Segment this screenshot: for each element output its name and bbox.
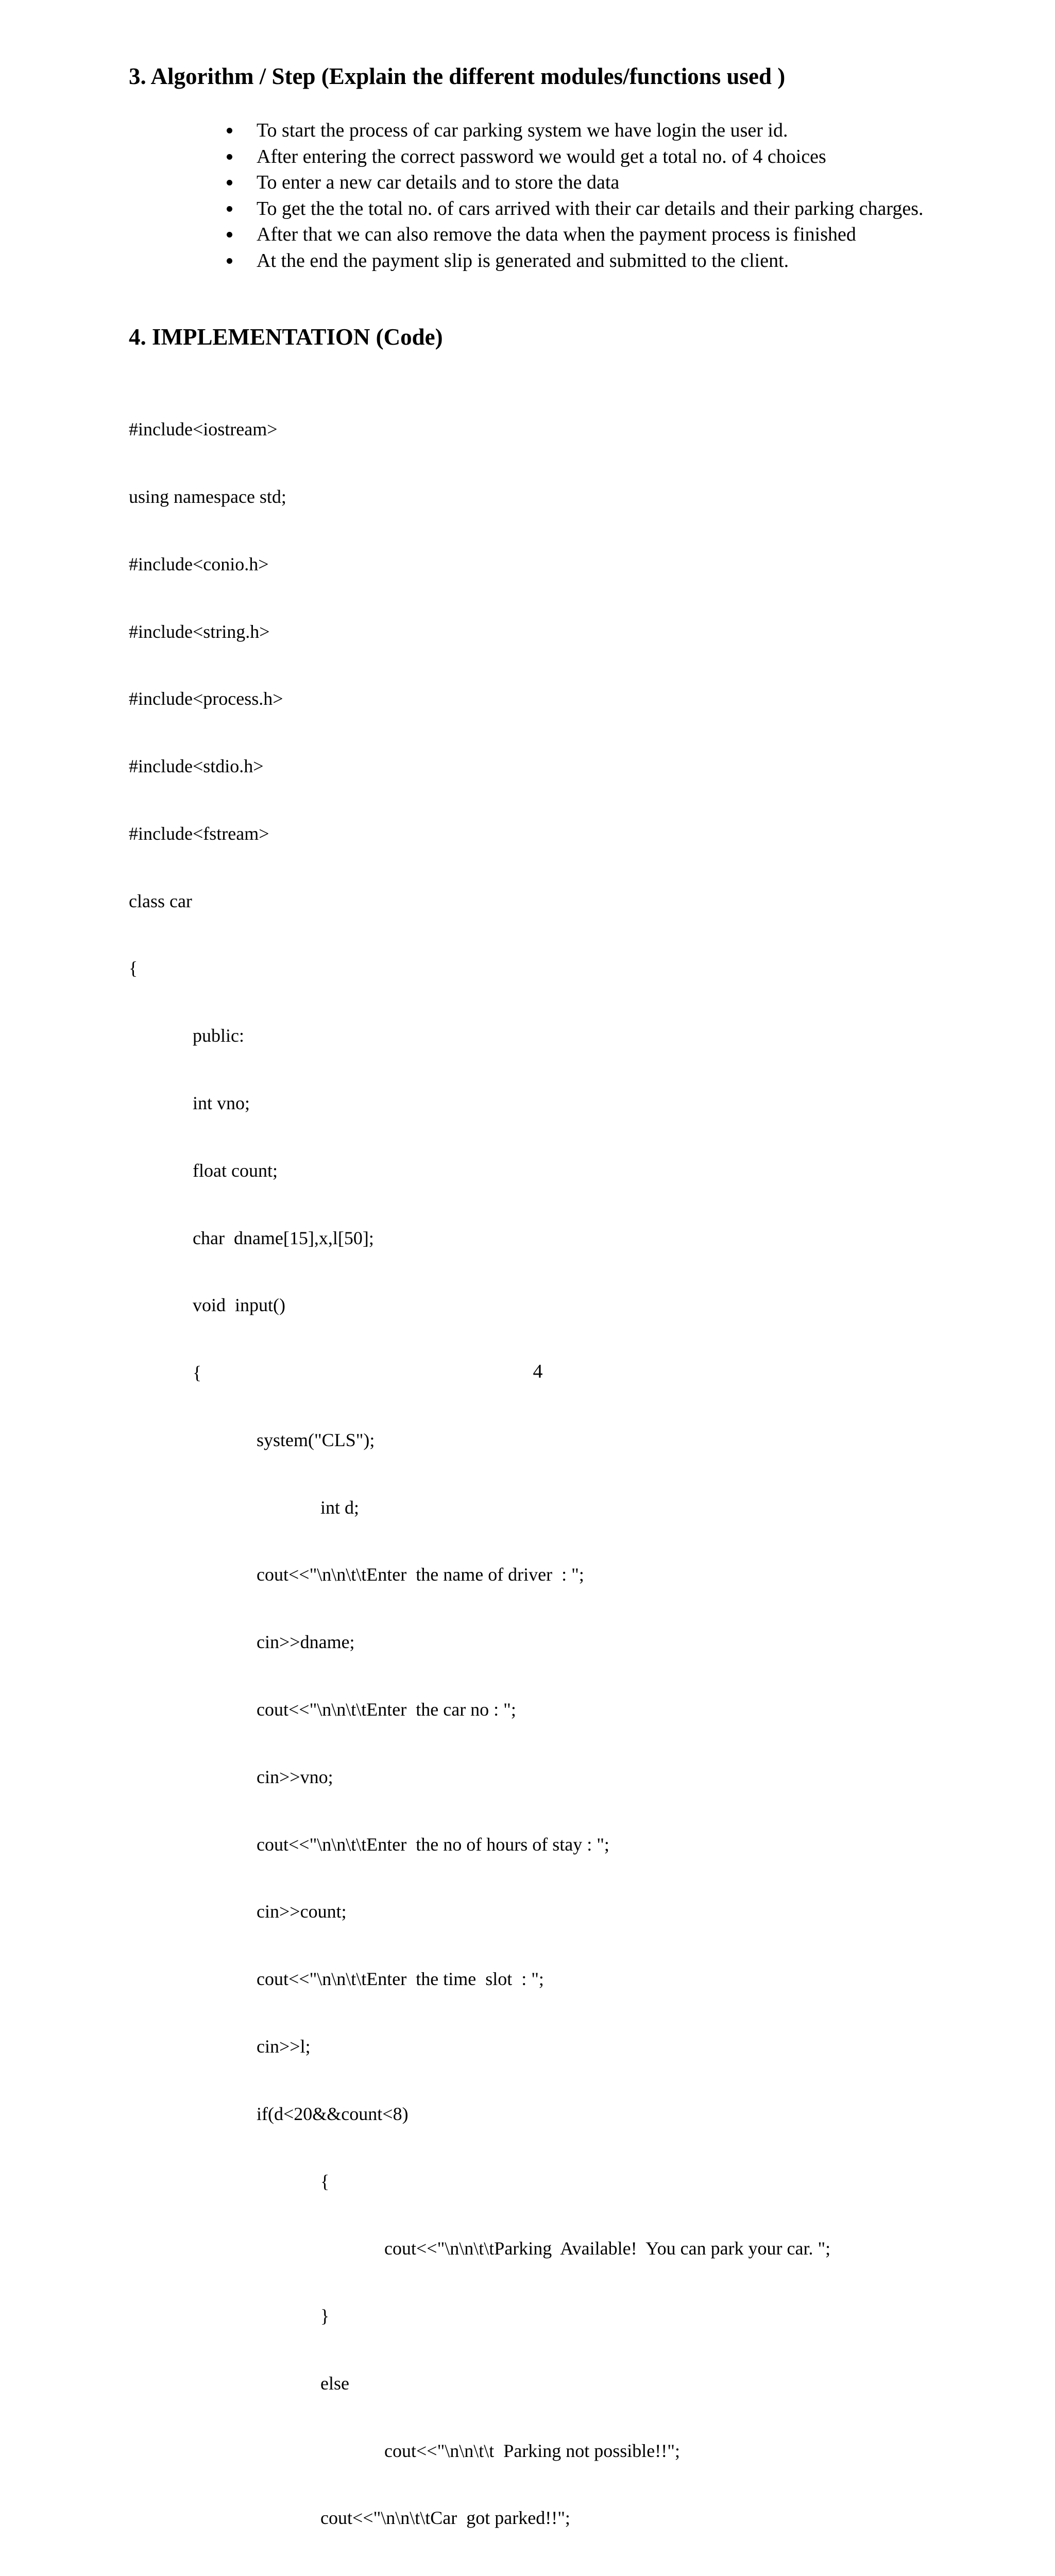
code-line: cout<<"\n\n\t\t Parking not possible!!";: [384, 2440, 680, 2461]
code-line: else: [320, 2372, 349, 2394]
bullet-icon: [227, 232, 232, 238]
code-line: public:: [193, 1025, 244, 1046]
code-line: system("CLS");: [257, 1429, 375, 1450]
code-line: cout<<"\n\n\t\tEnter the car no : ";: [257, 1699, 516, 1720]
code-line: cout<<"\n\n\t\tEnter the no of hours of stay : ";: [257, 1834, 609, 1855]
code-line: #include<fstream>: [129, 823, 269, 844]
bullet-icon: [227, 180, 232, 185]
code-line: {: [320, 2171, 330, 2192]
list-item: To get the the total no. of cars arrived with their car details and their parking charges.: [227, 196, 924, 222]
list-item: To enter a new car details and to store the data: [227, 170, 924, 196]
code-line: [129, 2574, 830, 2576]
algorithm-steps-list: [227, 117, 924, 274]
code-line: int vno;: [193, 1093, 250, 1113]
code-line: #include<string.h>: [129, 621, 270, 642]
code-line: if(d<20&&count<8): [257, 2103, 409, 2124]
code-line: {: [193, 1362, 202, 1383]
code-line: cout<<"\n\n\t\tParking Available! You can park your car. ";: [384, 2238, 831, 2259]
code-line: cin>>count;: [257, 1901, 347, 1922]
page-number: 4: [533, 1361, 543, 1382]
list-item: At the end the payment slip is generated and submitted to the client.: [227, 248, 924, 274]
code-listing: [129, 374, 830, 2576]
code-line: #include<process.h>: [129, 688, 283, 709]
code-line: void input(): [193, 1295, 285, 1316]
list-item: After entering the correct password we would get a total no. of 4 choices: [227, 144, 924, 170]
code-line: char dname[15],x,l[50];: [193, 1227, 374, 1248]
code-line: cin>>vno;: [257, 1766, 333, 1787]
bullet-icon: [227, 258, 232, 264]
list-item: After that we can also remove the data when the payment process is finished: [227, 222, 924, 248]
code-line: }: [320, 2306, 330, 2327]
code-line: cout<<"\n\n\t\tEnter the name of driver : ";: [257, 1564, 584, 1585]
code-line: class car: [129, 890, 192, 911]
code-line: using namespace std;: [129, 486, 286, 507]
bullet-icon: [227, 206, 232, 212]
bullet-icon: [227, 154, 232, 160]
code-line: #include<conio.h>: [129, 553, 269, 574]
code-line: #include<stdio.h>: [129, 756, 264, 777]
code-line: cin>>l;: [257, 2036, 311, 2057]
code-line: #include<iostream>: [129, 419, 278, 440]
bullet-icon: [227, 128, 232, 133]
code-line: float count;: [193, 1160, 278, 1181]
code-line: cin>>dname;: [257, 1632, 355, 1653]
list-item: To start the process of car parking system we have login the user id.: [227, 117, 924, 144]
code-line: int d;: [320, 1497, 360, 1518]
algorithm-heading: 3. Algorithm / Step (Explain the different modules/functions used ): [129, 63, 786, 89]
code-line: cout<<"\n\n\t\tEnter the time slot : ";: [257, 1969, 544, 1990]
code-line: {: [129, 958, 138, 979]
code-line: cout<<"\n\n\t\tCar got parked!!";: [320, 2507, 570, 2529]
implementation-heading: 4. IMPLEMENTATION (Code): [129, 324, 443, 350]
